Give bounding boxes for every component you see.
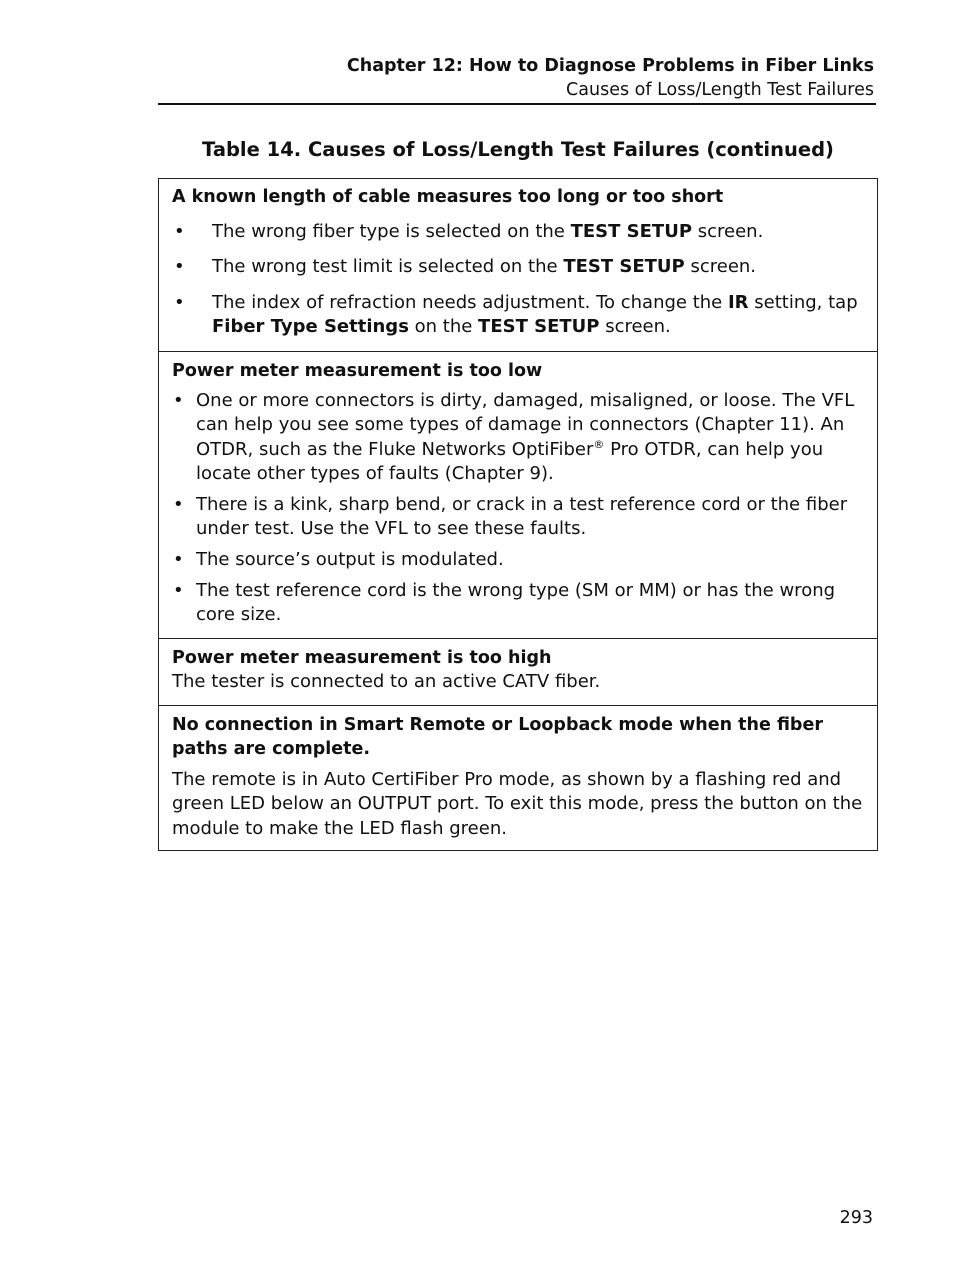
cause-list [172,389,865,627]
list-item [172,548,865,572]
running-header [158,54,874,103]
item-text: There is a kink, sharp bend, or crack in a test reference cord or the fiber under test. Use the VFL to see these faults. [196,493,848,539]
item-bold-text: IR [727,291,749,313]
bullet: • [173,390,184,411]
list-item [172,389,865,486]
item-text: on the [408,315,479,337]
item-bold-text: TEST SETUP [563,256,685,278]
bullet: • [174,256,185,278]
list-item [172,255,865,279]
item-bold-text: TEST SETUP [478,315,600,337]
list-item [172,493,865,542]
header-rule [158,103,876,105]
item-text: The test reference cord is the wrong type (SM or MM) or has the wrong core size. [196,579,836,625]
row-heading: Power meter measurement is too low [172,361,543,381]
table-title: Table 14. Causes of Loss/Length Test Failures (continued) [202,138,834,161]
row-heading: Power meter measurement is too high [172,648,552,668]
table-row [159,179,877,351]
chapter-title: Chapter 12: How to Diagnose Problems in Fiber Links [346,56,874,76]
section-title: Causes of Loss/Length Test Failures [566,80,874,100]
bullet: • [173,548,184,570]
table-row [159,351,877,638]
page-number: 293 [839,1208,873,1228]
registered-mark: ® [593,437,605,451]
bullet: • [174,221,185,242]
row-heading: No connection in Smart Remote or Loopback mode when the fiber paths are complete. [172,715,823,759]
item-text: screen. [684,256,757,278]
list-item [172,220,865,244]
bullet: • [174,291,185,313]
causes-table [158,178,878,851]
item-text: The source’s output is modulated. [196,548,504,570]
item-bold-text: TEST SETUP [570,221,693,242]
bullet: • [173,579,184,601]
table-row [159,705,877,850]
row-text: The tester is connected to an active CATV fiber. [172,671,601,692]
item-text: The wrong test limit is selected on the [212,256,564,278]
list-item [172,291,865,340]
item-bold-text: Fiber Type Settings [212,315,409,337]
row-text: The remote is in Auto CertiFiber Pro mode, as shown by a flashing red and green LED below an OUTPUT port. To exit this mode, press the button on the module to make the LED flash green. [172,769,863,839]
item-text: setting, tap [748,291,858,313]
item-text: The index of refraction needs adjustment. To change the [212,291,728,313]
list-item [172,579,865,628]
item-text: screen. [599,315,671,337]
bullet: • [173,493,184,515]
row-heading: A known length of cable measures too long or too short [172,187,724,207]
cause-list [172,220,865,339]
item-text: The wrong fiber type is selected on the [212,221,571,242]
item-text: One or more connectors is dirty, damaged, misaligned, or loose. The VFL can help you see some types of damage in connectors (Chapter 11). An OTDR, such as the Fluke Networks OptiFiber [196,390,855,460]
table-row [159,638,877,705]
item-text: Pro OTDR, can help you locate other types of faults (Chapter 9). [196,438,824,484]
item-text: screen. [692,221,764,242]
